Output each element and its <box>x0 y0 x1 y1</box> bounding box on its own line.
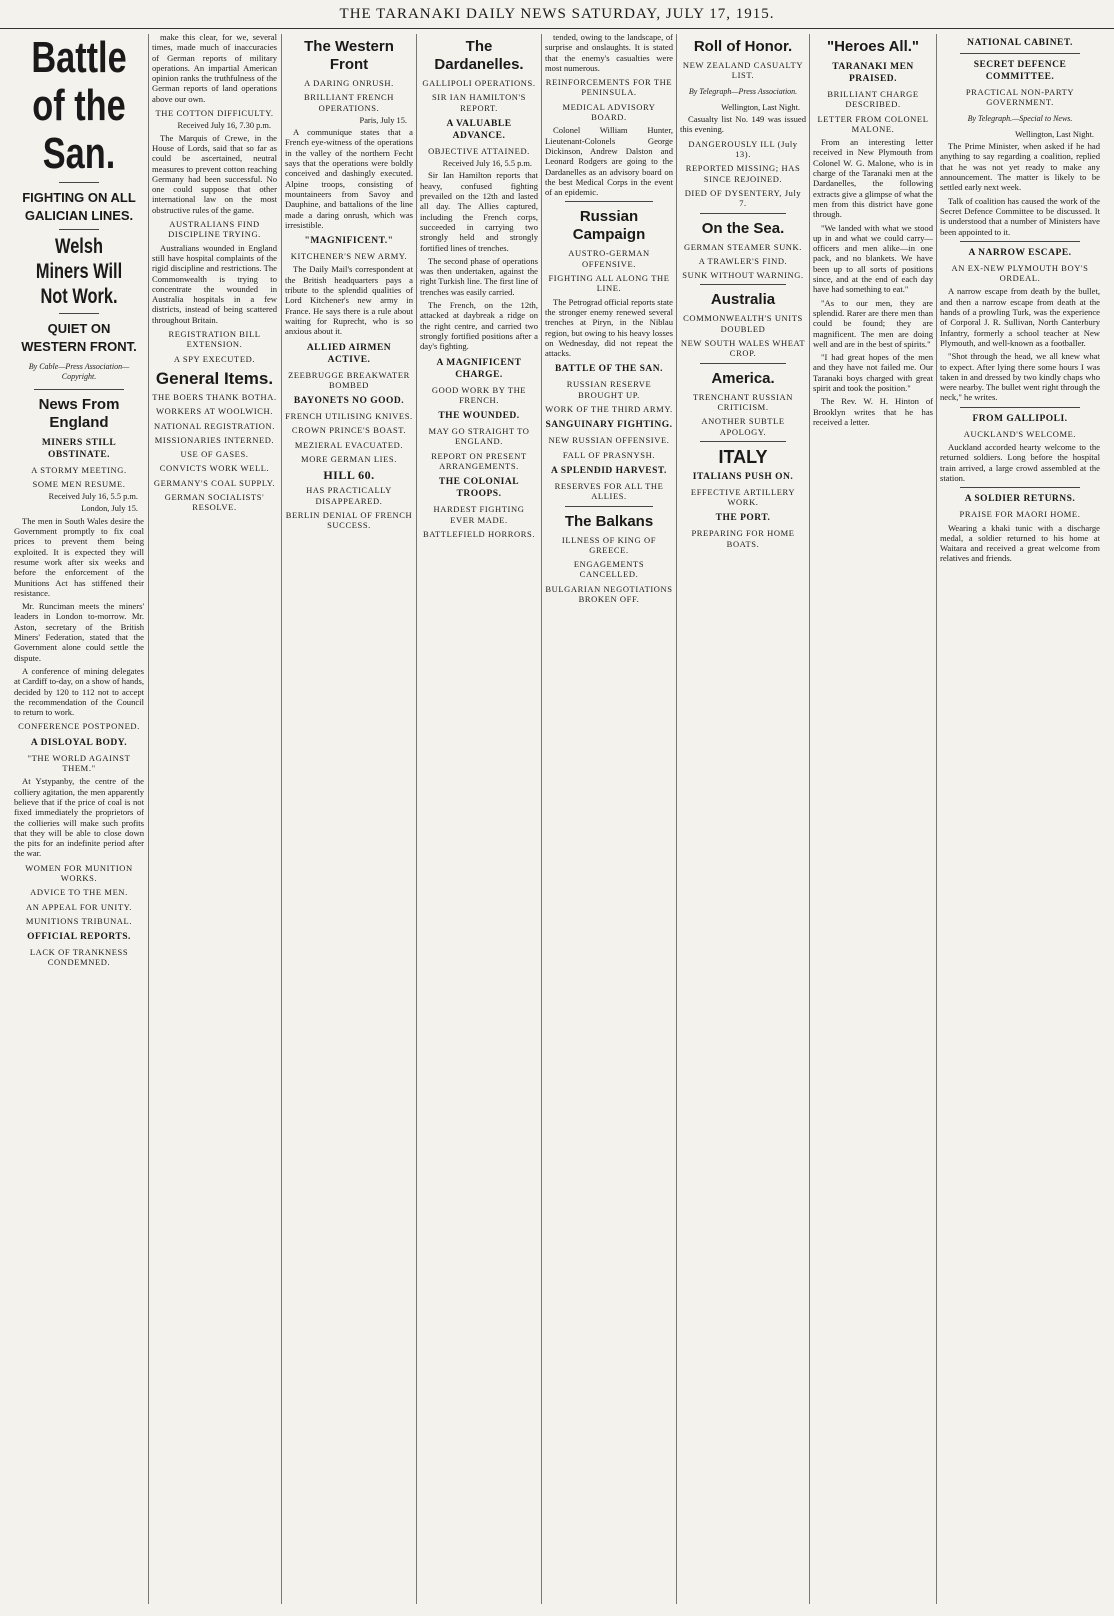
sub-harvest: A SPLENDID HARVEST. <box>551 465 667 476</box>
sub-lack: LACK OF TRANKNESS CONDEMNED. <box>29 947 129 968</box>
sub-brilliant: BRILLIANT FRENCH OPERATIONS. <box>304 92 394 113</box>
sub-magnificent: "MAGNIFICENT." <box>304 236 394 247</box>
sub-sanguinary: SANGUINARY FIGHTING. <box>545 420 673 431</box>
sub-battle-san: BATTLE OF THE SAN. <box>554 364 664 375</box>
sub-zeebrugge: ZEEBRUGGE BREAKWATER BOMBED <box>288 369 410 390</box>
sub-narrow-escape: A NARROW ESCAPE. <box>968 247 1072 258</box>
sub-crown-prince: CROWN PRINCE'S BOAST. <box>291 425 407 436</box>
section-western-front: The Western Front <box>304 38 394 73</box>
article-paragraph: The Marquis of Crewe, in the House of Lords, said that so far as could be ascertained, neutral measures to prevent cotton reaching Germany had been successful. No one could suppose that other international law on the most obstructive rules of the game. <box>152 132 277 215</box>
sub-appeal: AN APPEAL FOR UNITY. <box>26 901 132 912</box>
sub-coal: GERMANY'S COAL SUPPLY. <box>153 477 276 488</box>
sub-women: WOMEN FOR MUNITION WORKS. <box>25 862 133 883</box>
sub-third-army: WORK OF THE THIRD ARMY. <box>545 404 673 415</box>
dateline: Wellington, Last Night. <box>1015 129 1094 139</box>
article-paragraph: Wearing a khaki tunic with a discharge medal, a soldier returned to his home at Waitara and received a great welcome from relatives and friends. <box>940 522 1100 564</box>
sub-berlin-denial: BERLIN DENIAL OF FRENCH SUCCESS. <box>285 509 413 531</box>
article-paragraph: The men in South Wales desire the Government promptly to fix coal prices to prevent them being exploited. It is expected they will resume work after six weeks and before the enforcement of the Munitions Act has stiffened their resistance. <box>14 515 144 598</box>
section-australia: Australia <box>710 291 776 309</box>
sub-battlefield-horrors: BATTLEFIELD HORRORS. <box>422 528 536 539</box>
column-7 <box>813 32 933 1607</box>
sub-reserve: RUSSIAN RESERVE BROUGHT UP. <box>566 379 652 400</box>
sub-national-reg: NATIONAL REGISTRATION. <box>153 420 275 431</box>
sub-charge: BRILLIANT CHARGE DESCRIBED. <box>827 89 919 110</box>
article-paragraph: make this clear, for we, several times, made much of inaccuracies of German reports of military operations. An impartial American opinion ranks the truthfulness of the German reports of land operations above our own. <box>152 32 277 104</box>
sub-disappeared: HAS PRACTICALLY DISAPPEARED. <box>306 485 392 506</box>
column-2 <box>152 32 277 1607</box>
section-on-the-sea: On the Sea. <box>701 219 785 237</box>
sub-gases: USE OF GASES. <box>180 449 249 460</box>
sub-onrush: A DARING ONRUSH. <box>304 78 394 88</box>
sub-cotton: THE COTTON DIFFICULTY. <box>155 108 274 119</box>
sub-conference: CONFERENCE POSTPONED. <box>18 721 140 732</box>
sub-mezieral: MEZIERAL EVACUATED. <box>294 439 404 450</box>
sub-fighting-line: FIGHTING ALL ALONG THE LINE. <box>548 273 670 294</box>
sub-report-arrangements: REPORT ON PRESENT ARRANGEMENTS. <box>431 450 527 472</box>
sub-home-boats: PREPARING FOR HOME BOATS. <box>691 528 795 549</box>
sub-hardest-fighting: HARDEST FIGHTING EVER MADE. <box>433 504 525 525</box>
sub-magnificent-charge: A MAGNIFICENT CHARGE. <box>436 357 522 380</box>
sub-italians-push: ITALIANS PUSH ON. <box>692 471 794 482</box>
section-america: America. <box>711 369 775 387</box>
sub-knives: FRENCH UTILISING KNIVES. <box>285 411 413 422</box>
sub-steamer: GERMAN STEAMER SUNK. <box>683 241 803 252</box>
column-rule <box>148 34 149 1604</box>
sub-miners-obstinate: MINERS STILL OBSTINATE. <box>41 437 117 460</box>
column-rule <box>281 34 282 1604</box>
dateline: London, July 15. <box>81 504 138 514</box>
sub-trawler: A TRAWLER'S FIND. <box>698 255 788 266</box>
sub-airmen: ALLIED AIRMEN ACTIVE. <box>306 342 392 365</box>
column-3 <box>285 32 413 1607</box>
section-heroes-all: "Heroes All." <box>826 38 920 55</box>
sub-australians: AUSTRALIANS FIND DISCIPLINE TRYING. <box>168 219 261 240</box>
sub-valuable-advance: A VALUABLE ADVANCE. <box>446 118 512 141</box>
section-roll-of-honor: Roll of Honor. <box>693 38 793 55</box>
divider <box>700 284 786 285</box>
sub-prasnysh: FALL OF PRASNYSH. <box>562 449 656 460</box>
byline: By Telegraph—Press Association. <box>688 86 798 96</box>
column-6 <box>680 32 806 1607</box>
sub-non-party: PRACTICAL NON-PARTY GOVERNMENT. <box>965 87 1075 108</box>
masthead: THE TARANAKI DAILY NEWS SATURDAY, JULY 17, 1915. <box>0 0 1114 29</box>
article-paragraph: Australians wounded in England still have hospital complaints of the rigid discipline and restrictions. The Commonwealth is trying to concentrate the wounded in Australia hospitals in a few districts, instead of being scattered throughout Britain. <box>152 242 277 325</box>
sub-from-gallipoli: FROM GALLIPOLI. <box>972 413 1068 424</box>
column-rule <box>936 34 937 1604</box>
column-4 <box>420 32 538 1607</box>
divider <box>700 213 786 214</box>
deck-western-front: QUIET ON WESTERN FRONT. <box>21 321 137 354</box>
article-paragraph: Auckland accorded hearty welcome to the returned soldiers. Long before the hospital train arrived, a large crowd assembled at the station. <box>940 442 1100 483</box>
sub-taranaki-men: TARANAKI MEN PRAISED. <box>832 62 914 84</box>
article-paragraph: Colonel William Hunter, Lieutenant-Colonels George Dickinson, Andrew Dalston and Leonard Rodgers are going to the Dardanelles as an advisory board on the best Medical Corps in the event of an epidemic. <box>545 125 673 198</box>
sub-austro-german: AUSTRO-GERMAN OFFENSIVE. <box>568 248 650 269</box>
sub-wounded: THE WOUNDED. <box>438 411 520 422</box>
column-rule <box>676 34 677 1604</box>
sub-missionaries: MISSIONARIES INTERNED. <box>154 434 275 445</box>
deck-welsh-miners: Welsh Miners Will Not Work. <box>35 235 123 308</box>
sub-socialists: GERMAN SOCIALISTS' RESOLVE. <box>164 491 265 513</box>
section-general-items: General Items. <box>155 368 274 388</box>
sub-reported-missing: REPORTED MISSING; HAS SINCE REJOINED. <box>685 163 801 184</box>
sub-wheat: NEW SOUTH WALES WHEAT CROP. <box>680 338 806 359</box>
sub-artillery: EFFECTIVE ARTILLERY WORK. <box>690 486 796 508</box>
headline-main: Battle of the San. <box>31 33 127 178</box>
sub-bayonets: BAYONETS NO GOOD. <box>293 396 405 407</box>
section-russian-campaign: Russian Campaign <box>572 208 646 244</box>
sub-units-doubled: COMMONWEALTH'S UNITS DOUBLED <box>683 313 803 334</box>
section-news-from-england: News From England <box>38 395 120 431</box>
sub-men-resume: SOME MEN RESUME. <box>32 478 126 489</box>
sub-registration: REGISTRATION BILL EXTENSION. <box>168 329 261 350</box>
column-rule <box>809 34 810 1604</box>
divider <box>34 389 124 390</box>
article-paragraph: A communique states that a French eye-witness of the operations in the valley of the northern Fecht says that the operations were boldly conceived and dashingly executed. Alpine troops, consisting of mountaineers from Savoy and Dauphine, and battalions of the line made a daring onrush, which was irresistible. <box>285 127 413 230</box>
column-8 <box>940 32 1100 1607</box>
sub-reserves-allies: RESERVES FOR ALL THE ALLIES. <box>554 480 664 502</box>
sub-more-lies: MORE GERMAN LIES. <box>301 454 397 465</box>
byline: By Telegraph.—Special to News. <box>967 113 1073 123</box>
sub-objective: OBJECTIVE ATTAINED. <box>428 145 530 156</box>
dateline: Paris, July 15. <box>359 115 407 125</box>
sub-sunk: SUNK WITHOUT WARNING. <box>682 270 804 281</box>
column-rule <box>416 34 417 1604</box>
article-paragraph: "Shot through the head, we all knew what to expect. After lying there some hours I was taken in and dressed by two kindly chaps who were nearby. The bullet went right through the neck," he writes. <box>940 351 1100 403</box>
dateline: Received July 16, 5.5 p.m. <box>442 159 532 169</box>
sub-nz-casualty: NEW ZEALAND CASUALTY LIST. <box>682 60 804 81</box>
section-italy: ITALY <box>718 446 768 467</box>
sub-apology: ANOTHER SUBTLE APOLOGY. <box>701 416 785 437</box>
article-paragraph: The Petrograd official reports state the stronger enemy renewed several trenches at Piryn, in the Niblau region, but owing to his heavy losses on Wednesday, did not repeat the attacks. <box>545 296 673 359</box>
sub-woolwich: WORKERS AT WOOLWICH. <box>155 406 274 417</box>
byline: By Cable—Press Association—Copyright. <box>28 362 130 382</box>
article-paragraph: tended, owing to the landscape, of surprise and onslaughts. It is stated that the enemy's casualties were most numerous. <box>545 32 673 73</box>
sub-letter: LETTER FROM COLONEL MALONE. <box>817 113 929 134</box>
dateline: Wellington, Last Night. <box>721 102 800 112</box>
sub-bulgarian: BULGARIAN NEGOTIATIONS BROKEN OFF. <box>545 583 673 604</box>
article-paragraph: The Rev. W. H. Hinton of Brooklyn writes that he has received a letter. <box>813 396 933 427</box>
sub-boers: THE BOERS THANK BOTHA. <box>152 391 277 402</box>
sub-may-go: MAY GO STRAIGHT TO ENGLAND. <box>428 426 530 447</box>
article-paragraph: "As to our men, they are splendid. Rarer are there men than could be found; they are magnificent. The men are doing well and are in the best of spirits." <box>813 297 933 349</box>
sub-auckland: AUCKLAND'S WELCOME. <box>963 428 1077 439</box>
sub-dangerously-ill: DANGEROUSLY ILL (July 13). <box>688 138 798 160</box>
article-paragraph: Sir Ian Hamilton reports that heavy, confused fighting prevailed on the 12th and lasted all day. The Allies captured, including the French corps, succeeded in carrying two strongly held and strongly fortified lines of trenches. <box>420 170 538 253</box>
sub-kitchener: KITCHENER'S NEW ARMY. <box>290 251 408 262</box>
divider <box>700 441 786 442</box>
sub-national-cabinet: NATIONAL CABINET. <box>967 38 1073 48</box>
section-dardanelles: The Dardanelles. <box>434 38 524 73</box>
article-paragraph: The Daily Mail's correspondent at the British headquarters pays a tribute to the splendid qualities of Lord Kitchener's new army in France. He says there is a rule about waiting for Ruprecht, who is so anxious about it. <box>285 264 413 337</box>
sub-advice: ADVICE TO THE MEN. <box>30 887 128 898</box>
divider <box>565 506 653 507</box>
divider <box>59 182 99 183</box>
sub-stormy-meeting: A STORMY MEETING. <box>31 464 127 475</box>
sub-engagements: ENGAGEMENTS CANCELLED. <box>573 559 645 580</box>
article-paragraph: Talk of coalition has caused the work of the Secret Defence Committee to be discussed. It is understood that a number of Ministers have been appointed to it. <box>940 195 1100 237</box>
sub-hill-60: HILL 60. <box>323 468 375 483</box>
sub-died: DIED OF DYSENTERY, July 7. <box>684 187 802 209</box>
divider <box>960 241 1080 242</box>
sub-gallipoli-ops: GALLIPOLI OPERATIONS. <box>422 78 536 88</box>
sub-new-russian: NEW RUSSIAN OFFENSIVE. <box>548 435 670 446</box>
deck-galician: FIGHTING ON ALL GALICIAN LINES. <box>22 190 136 223</box>
column-rule <box>541 34 542 1604</box>
divider <box>59 313 99 314</box>
sub-colonial-troops: THE COLONIAL TROOPS. <box>438 477 520 500</box>
column-5 <box>545 32 673 1607</box>
section-balkans: The Balkans <box>564 512 654 530</box>
sub-world-against: "THE WORLD AGAINST THEM." <box>27 752 131 774</box>
sub-official-reports: OFFICIAL REPORTS. <box>27 932 131 943</box>
sub-king-greece: ILLNESS OF KING OF GREECE. <box>561 534 657 555</box>
column-1 <box>14 32 144 1607</box>
article-paragraph: At Ystypanby, the centre of the colliery agitation, the men apparently believe that if the price of coal is not fixed immediately the proprietors of the collieries will make such profits that they will be able to close down the pits for an indefinite period after the war. <box>14 776 144 859</box>
article-paragraph: The second phase of operations was then undertaken, against the right Turkish line. The first line of trenches was easily carried. <box>420 255 538 297</box>
divider <box>960 487 1080 488</box>
sub-port: THE PORT. <box>715 513 771 524</box>
article-paragraph: Casualty list No. 149 was issued this evening. <box>680 114 806 135</box>
divider <box>700 363 786 364</box>
sub-disloyal: A DISLOYAL BODY. <box>30 737 128 748</box>
sub-trenchant: TRENCHANT RUSSIAN CRITICISM. <box>692 391 793 412</box>
article-paragraph: A conference of mining delegates at Cardiff to-day, on a show of hands, decided by 120 to 112 not to accept the recommendation of the Council to return to work. <box>14 665 144 718</box>
dateline: Received July 16, 7.30 p.m. <box>177 121 271 131</box>
sub-reinforcements: REINFORCEMENTS FOR THE PENINSULA. <box>545 77 673 98</box>
divider <box>59 229 99 230</box>
article-paragraph: The French, on the 12th, attacked at daybreak a ridge on the right centre, and carried two strongly fortified positions after a day's fighting. <box>420 300 538 352</box>
divider <box>960 53 1080 54</box>
article-paragraph: "I had great hopes of the men and they have not failed me. Our Taranaki boys charged with great spirit and took the position." <box>813 352 933 394</box>
sub-good-work: GOOD WORK BY THE FRENCH. <box>431 384 527 405</box>
sub-soldier-returns: A SOLDIER RETURNS. <box>964 494 1076 505</box>
sub-convicts: CONVICTS WORK WELL. <box>159 463 270 474</box>
divider <box>960 407 1080 408</box>
sub-spy: A SPY EXECUTED. <box>173 353 256 364</box>
divider <box>565 201 653 202</box>
sub-secret-defence: SECRET DEFENCE COMMITTEE. <box>973 60 1067 82</box>
article-paragraph: The Prime Minister, when asked if he had anything to say regarding a coalition, replied that he was not yet ready to make any announcement. The matter is likely to be settled early next week. <box>940 141 1100 193</box>
sub-hamilton: SIR IAN HAMILTON'S REPORT. <box>431 92 527 113</box>
article-paragraph: "We landed with what we stood up in and what we could carry—officers and men alike—in one pack, and no blankets. We have been up to all sorts of positions since, and at the end of each day have had something to eat." <box>813 222 933 295</box>
dateline: Received July 16, 5.5 p.m. <box>48 492 138 502</box>
article-paragraph: A narrow escape from death by the bullet, and then a narrow escape from death at the hands of a prowling Turk, was the experience of Corporal J. R. Sullivan, North Canterbury Infantry, formerly a school teacher at New Plymouth, and well-known as a footballer. <box>940 286 1100 348</box>
sub-ordeal: AN EX-NEW PLYMOUTH BOY'S ORDEAL. <box>951 262 1089 284</box>
article-paragraph: Mr. Runciman meets the miners' leaders in London to-morrow. Mr. Aston, secretary of the British Miners' Federation, stated that the Government alone could settle the dispute. <box>14 601 144 663</box>
article-paragraph: From an interesting letter received in New Plymouth from Colonel W. G. Malone, who is in charge of the Taranaki men at the Dardanelles, the following extracts give a glimpse of what the men from this district have gone through. <box>813 137 933 220</box>
sub-tribunal: MUNITIONS TRIBUNAL. <box>25 915 133 926</box>
sub-maori-home: PRAISE FOR MAORI HOME. <box>959 509 1081 520</box>
sub-medical-board: MEDICAL ADVISORY BOARD. <box>562 101 656 123</box>
